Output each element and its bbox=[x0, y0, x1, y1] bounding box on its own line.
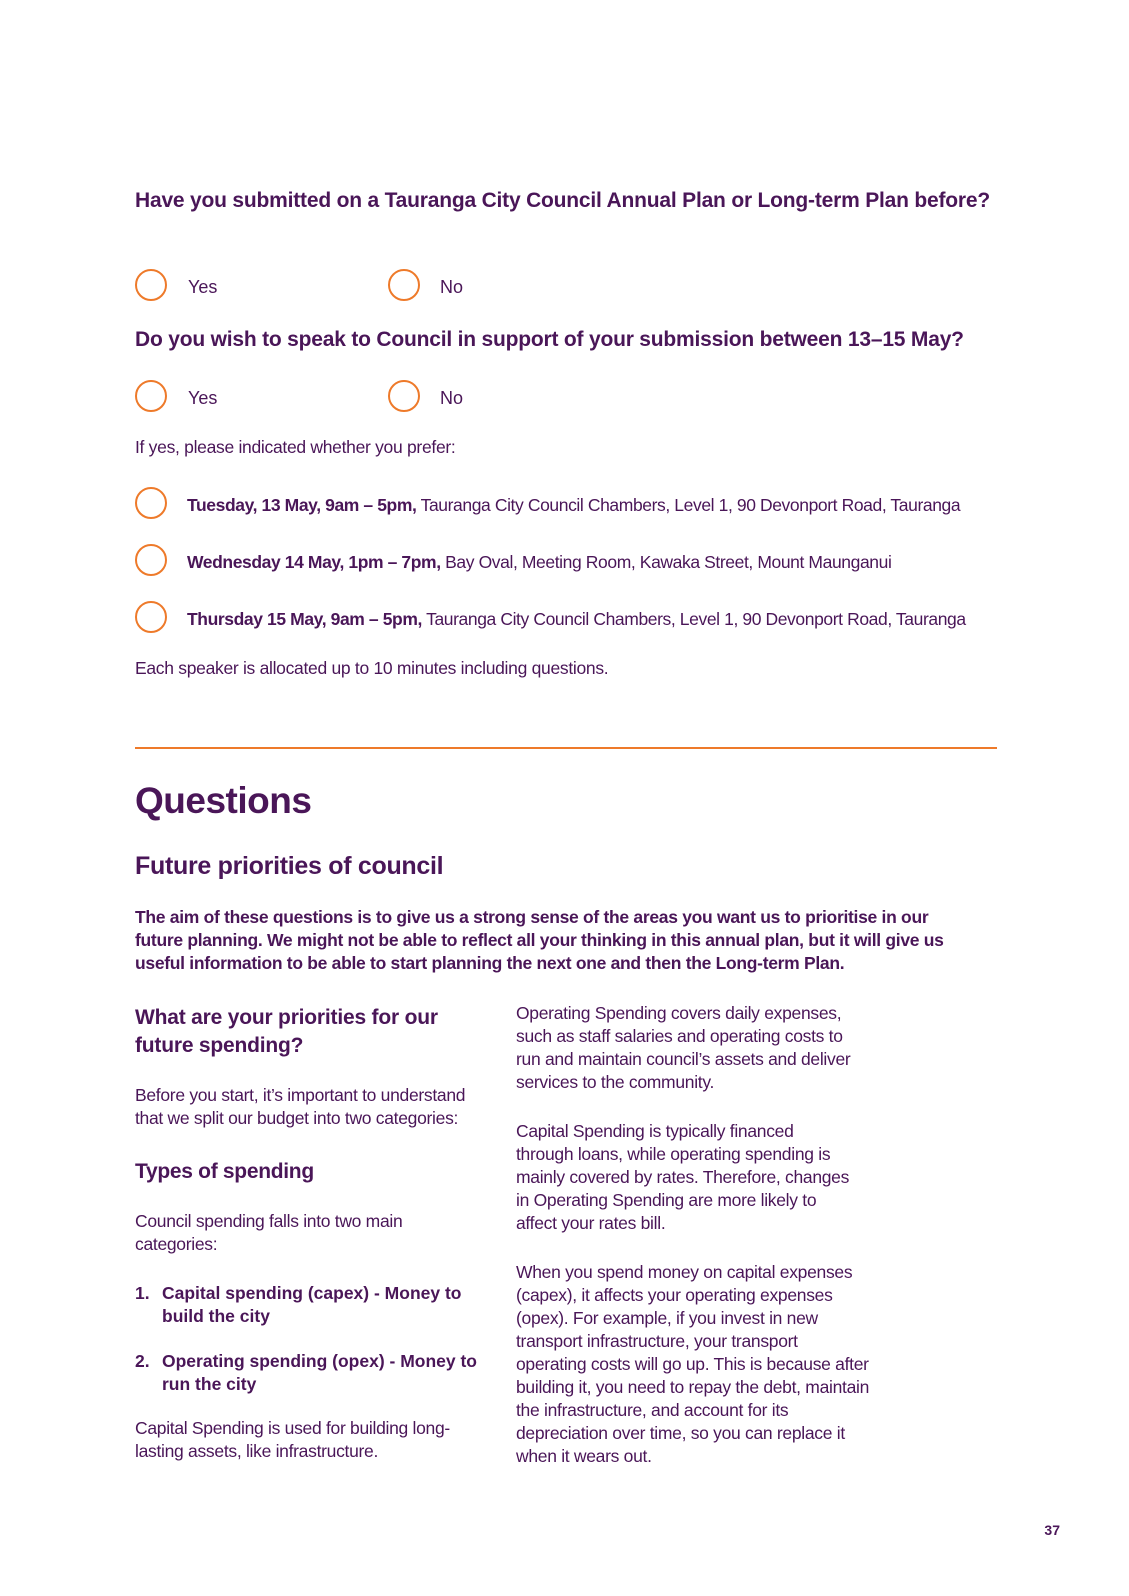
list-item-text: Capital spending (capex) - Money to build the city bbox=[162, 1283, 462, 1326]
capital-spending-text: Capital Spending is used for building long-lasting assets, like infrastructure. bbox=[135, 1418, 450, 1461]
speaker-note: Each speaker is allocated up to 10 minutes including questions. bbox=[135, 658, 609, 678]
list-item-number: 2. bbox=[135, 1351, 150, 1371]
section-divider bbox=[135, 747, 997, 749]
session-wednesday-where: Bay Oval, Meeting Room, Kawaka Street, Mount Maunganui bbox=[440, 552, 892, 572]
before-start-text: Before you start, it’s important to understand that we split our budget into two categories: bbox=[135, 1085, 466, 1128]
session-wednesday-when: Wednesday 14 May, 1pm – 7pm, bbox=[187, 552, 441, 572]
council-spending-text: Council spending falls into two main categories: bbox=[135, 1211, 403, 1254]
radio-speak-yes[interactable] bbox=[135, 380, 167, 412]
radio-submitted-no-label: No bbox=[440, 277, 464, 297]
session-tuesday-where: Tauranga City Council Chambers, Level 1, 90 Devonport Road, Tauranga bbox=[416, 495, 961, 515]
types-of-spending-heading: Types of spending bbox=[135, 1160, 314, 1183]
radio-speak-yes-label: Yes bbox=[188, 388, 218, 408]
operating-spending-text: Operating Spending covers daily expenses, such as staff salaries and operating costs to run and maintain council’s assets and deliver services to the community. bbox=[516, 1003, 851, 1092]
session-tuesday-when: Tuesday, 13 May, 9am – 5pm, bbox=[187, 495, 417, 515]
session-tuesday-label bbox=[187, 494, 960, 516]
list-item bbox=[135, 1350, 495, 1396]
list-item-number: 1. bbox=[135, 1283, 150, 1303]
radio-speak-no-label: No bbox=[440, 388, 464, 408]
question-speak-to-council: Do you wish to speak to Council in support of your submission between 13–15 May? bbox=[135, 328, 964, 351]
session-thursday-when: Thursday 15 May, 9am – 5pm, bbox=[187, 609, 422, 629]
radio-submitted-yes-label: Yes bbox=[188, 277, 218, 297]
list-item bbox=[135, 1282, 495, 1328]
radio-session-wednesday[interactable] bbox=[135, 544, 167, 576]
capex-opex-text: When you spend money on capital expenses (capex), it affects your operating expenses (opex). For example, if you invest in new transport infrastructure, your transport operating costs will go up. This is because after building it, you need to repay the debt, maintain the infrastructure, and account for its depreciation over time, so you can replace it when it wears out. bbox=[516, 1262, 870, 1466]
session-thursday-label bbox=[187, 608, 966, 630]
question-submitted-before: Have you submitted on a Tauranga City Council Annual Plan or Long-term Plan before? bbox=[135, 189, 990, 212]
prefer-label: If yes, please indicated whether you prefer: bbox=[135, 437, 456, 457]
future-priorities-heading: Future priorities of council bbox=[135, 852, 444, 880]
questions-heading: Questions bbox=[135, 780, 312, 821]
financing-text: Capital Spending is typically financed through loans, while operating spending is mainly covered by rates. Therefore, changes in Operating Spending are more likely to affect your rates bill. bbox=[516, 1121, 850, 1233]
intro-paragraph: The aim of these questions is to give us a strong sense of the areas you want us to prioritise in our future planning. We might not be able to reflect all your thinking in this annual plan, but it will give us useful information to be able to start planning the next one and then the Long-term Plan. bbox=[135, 907, 944, 973]
page-number: 37 bbox=[1044, 1522, 1060, 1538]
radio-submitted-yes[interactable] bbox=[135, 269, 167, 301]
session-thursday-where: Tauranga City Council Chambers, Level 1, 90 Devonport Road, Tauranga bbox=[421, 609, 966, 629]
radio-session-thursday[interactable] bbox=[135, 601, 167, 633]
priorities-heading: What are your priorities for our future spending? bbox=[135, 1006, 438, 1057]
list-item-text: Operating spending (opex) - Money to run the city bbox=[162, 1351, 477, 1394]
session-wednesday-label bbox=[187, 551, 891, 573]
radio-submitted-no[interactable] bbox=[388, 269, 420, 301]
radio-speak-no[interactable] bbox=[388, 380, 420, 412]
radio-session-tuesday[interactable] bbox=[135, 487, 167, 519]
